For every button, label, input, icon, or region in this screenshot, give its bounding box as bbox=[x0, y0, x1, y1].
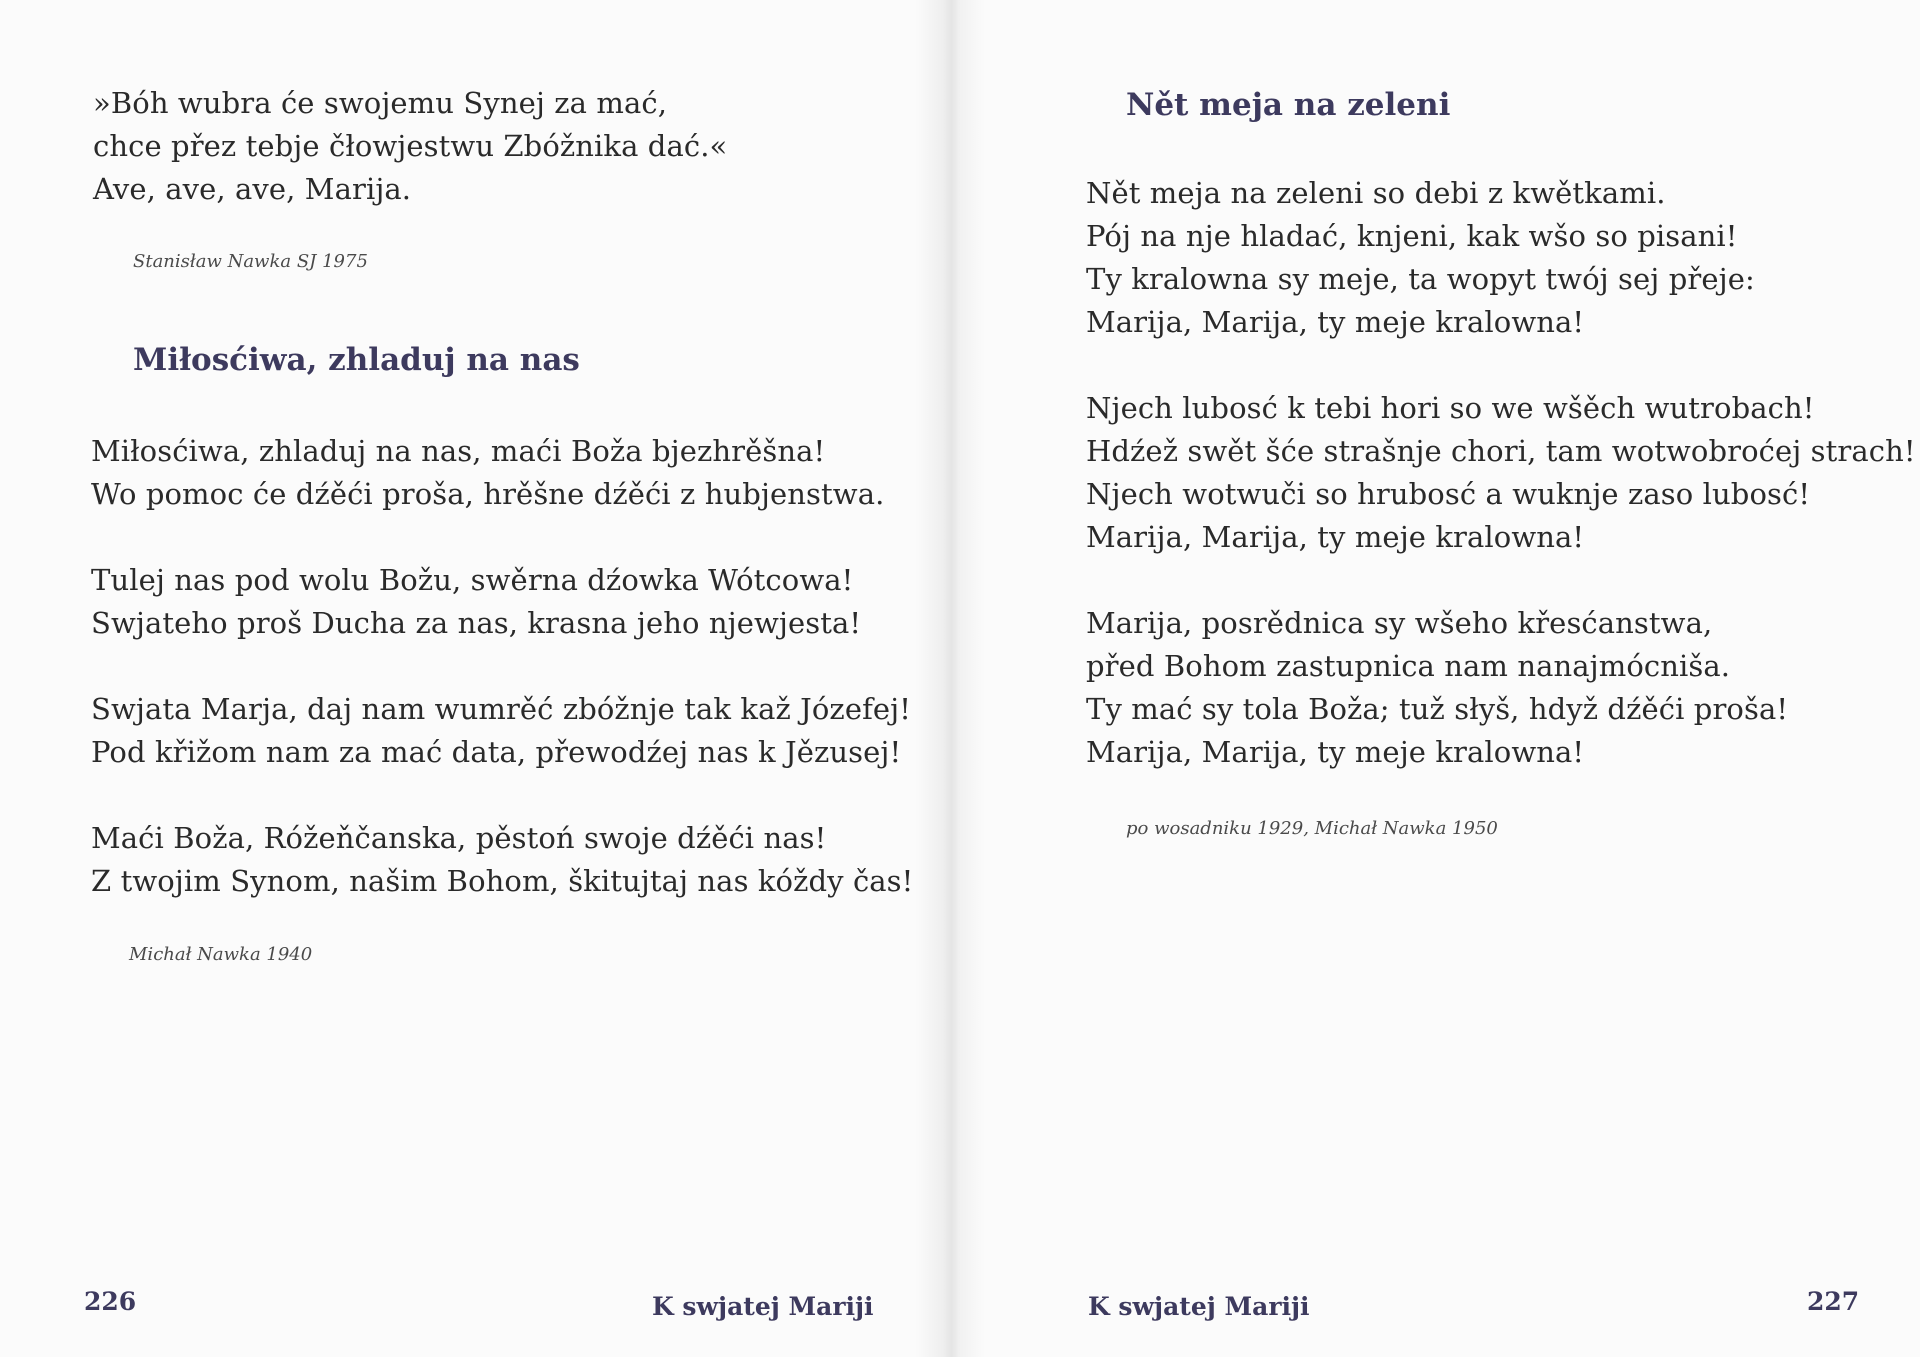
poem-line: Hdźež swět šće strašnje chori, tam wotwobroćej strach! bbox=[1086, 434, 1916, 468]
poem-line: před Bohom zastupnica nam nanajmócniša. bbox=[1086, 649, 1731, 683]
right-page bbox=[945, 0, 1920, 1357]
poem-line: Z twojim Synom, našim Bohom, škitujtaj nas kóždy čas! bbox=[91, 864, 914, 898]
stanza-gap bbox=[91, 645, 913, 688]
poem-attribution: po wosadniku 1929, Michał Nawka 1950 bbox=[1126, 818, 1498, 839]
poem-line: Ave, ave, ave, Marija. bbox=[93, 172, 412, 206]
poem-line: Marija, posrědnica sy wšeho křesćanstwa, bbox=[1086, 606, 1713, 640]
poem-line: Maći Boža, Róžeňčanska, pěstoń swoje dźěći nas! bbox=[91, 821, 827, 855]
stanza-gap bbox=[91, 774, 913, 817]
poem-attribution: Stanisław Nawka SJ 1975 bbox=[133, 251, 368, 272]
poem-line: Njech lubosć k tebi hori so we wšěch wutrobach! bbox=[1086, 391, 1815, 425]
poem-line: Ty kralowna sy meje, ta wopyt twój sej přeje: bbox=[1086, 262, 1755, 296]
poem-line: Tulej nas pod wolu Božu, swěrna dźowka Wótcowa! bbox=[91, 563, 854, 597]
poem-line: Pod křižom nam za mać data, přewodźej nas k Jězusej! bbox=[91, 735, 902, 769]
poem-ending bbox=[93, 82, 727, 211]
poem-line: Miłosćiwa, zhladuj na nas, maći Boža bjezhrěšna! bbox=[91, 434, 826, 468]
running-title: K swjatej Mariji bbox=[1088, 1292, 1310, 1321]
poem-line: Marija, Marija, ty meje kralowna! bbox=[1086, 305, 1585, 339]
poem-line: chce přez tebje čłowjestwu Zbóžnika dać.« bbox=[93, 129, 728, 163]
poem-line: Njech wotwuči so hrubosć a wuknje zaso lubosć! bbox=[1086, 477, 1811, 511]
poem-line: »Bóh wubra će swojemu Synej za mać, bbox=[93, 86, 668, 120]
poem-line: Swjateho proš Ducha za nas, krasna jeho njewjesta! bbox=[91, 606, 862, 640]
stanza-gap bbox=[1086, 559, 1916, 602]
poem-line: Pój na nje hladać, knjeni, kak wšo so pisani! bbox=[1086, 219, 1738, 253]
poem-line: Marija, Marija, ty meje kralowna! bbox=[1086, 520, 1585, 554]
poem-line: Marija, Marija, ty meje kralowna! bbox=[1086, 735, 1585, 769]
poem-line: Swjata Marja, daj nam wumrěć zbóžnje tak kaž Józefej! bbox=[91, 692, 912, 726]
stanza-gap bbox=[1086, 344, 1916, 387]
page-number: 226 bbox=[84, 1287, 137, 1316]
poem-title: Nět meja na zeleni bbox=[1126, 87, 1451, 123]
poem-line: Nět meja na zeleni so debi z kwětkami. bbox=[1086, 176, 1666, 210]
poem-line: Ty mać sy tola Boža; tuž słyš, hdyž dźěći proša! bbox=[1086, 692, 1789, 726]
page-number: 227 bbox=[1807, 1287, 1860, 1316]
poem-line: Wo pomoc će dźěći proša, hrěšne dźěći z hubjenstwa. bbox=[91, 477, 885, 511]
running-title: K swjatej Mariji bbox=[652, 1292, 874, 1321]
poem-body bbox=[91, 430, 913, 903]
stanza-gap bbox=[91, 516, 913, 559]
poem-attribution: Michał Nawka 1940 bbox=[129, 944, 313, 965]
left-page bbox=[0, 0, 945, 1357]
poem-title: Miłosćiwa, zhladuj na nas bbox=[133, 342, 580, 378]
poem-body bbox=[1086, 172, 1916, 774]
